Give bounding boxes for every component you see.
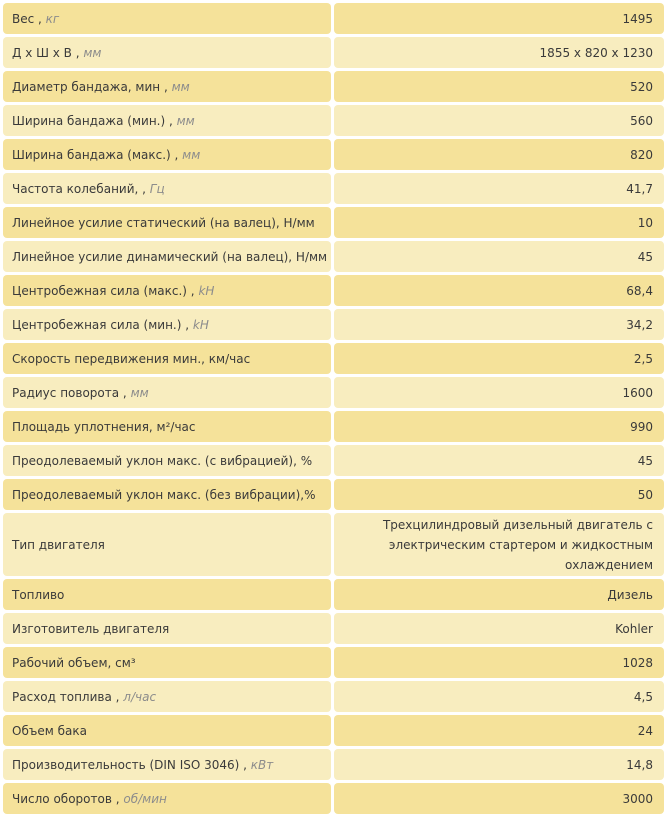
spec-row [3, 71, 664, 102]
spec-label: Топливо [3, 579, 331, 610]
spec-row [3, 377, 664, 408]
spec-label: Тип двигателя [3, 513, 331, 576]
spec-value: 14,8 [334, 749, 664, 780]
spec-row [3, 749, 664, 780]
spec-unit: kH [198, 283, 215, 298]
spec-row [3, 647, 664, 678]
spec-value: 990 [334, 411, 664, 442]
spec-value: 24 [334, 715, 664, 746]
spec-row [3, 445, 664, 476]
spec-label: Объем бака [3, 715, 331, 746]
spec-row [3, 613, 664, 644]
spec-unit: Гц [149, 181, 165, 196]
spec-value: Kohler [334, 613, 664, 644]
spec-label: Расход топлива , л/час [3, 681, 331, 712]
spec-label: Центробежная сила (макс.) , kH [3, 275, 331, 306]
spec-unit: мм [130, 385, 149, 400]
spec-label: Вес , кг [3, 3, 331, 34]
spec-row [3, 411, 664, 442]
spec-value: 820 [334, 139, 664, 170]
spec-unit: л/час [123, 689, 157, 704]
spec-label: Линейное усилие статический (на валец), Н/мм [3, 207, 331, 238]
spec-value-text: Трехцилиндровый дизельный двигатель с электрическим стартером и жидкостным охлаждением [382, 517, 653, 572]
spec-value: 2,5 [334, 343, 664, 374]
spec-value: 41,7 [334, 173, 664, 204]
spec-row [3, 37, 664, 68]
spec-value: 1600 [334, 377, 664, 408]
spec-row [3, 139, 664, 170]
spec-value: 34,2 [334, 309, 664, 340]
spec-label: Ширина бандажа (макс.) , мм [3, 139, 331, 170]
spec-value: 1028 [334, 647, 664, 678]
spec-unit: мм [171, 79, 190, 94]
spec-row [3, 173, 664, 204]
spec-row [3, 513, 664, 576]
spec-label: Ширина бандажа (мин.) , мм [3, 105, 331, 136]
spec-row [3, 105, 664, 136]
spec-label: Преодолеваемый уклон макс. (без вибрации),% [3, 479, 331, 510]
spec-value: 3000 [334, 783, 664, 814]
spec-row [3, 3, 664, 34]
spec-value: Дизель [334, 579, 664, 610]
spec-value [334, 513, 664, 576]
spec-value: 4,5 [334, 681, 664, 712]
spec-label: Производительность (DIN ISO 3046) , кВт [3, 749, 331, 780]
spec-value: 1855 x 820 x 1230 [334, 37, 664, 68]
spec-unit: kH [192, 317, 209, 332]
spec-unit: об/мин [123, 791, 167, 806]
spec-label: Преодолеваемый уклон макс. (с вибрацией), % [3, 445, 331, 476]
spec-value: 45 [334, 445, 664, 476]
spec-label: Число оборотов , об/мин [3, 783, 331, 814]
spec-label: Линейное усилие динамический (на валец), Н/мм [3, 241, 331, 272]
spec-label: Частота колебаний, , Гц [3, 173, 331, 204]
spec-value: 1495 [334, 3, 664, 34]
spec-row [3, 479, 664, 510]
spec-label: Рабочий объем, см³ [3, 647, 331, 678]
spec-value: 68,4 [334, 275, 664, 306]
spec-row [3, 579, 664, 610]
spec-unit: кг [45, 11, 60, 26]
spec-unit: мм [176, 113, 195, 128]
spec-label: Радиус поворота , мм [3, 377, 331, 408]
spec-unit: мм [182, 147, 201, 162]
spec-label: Изготовитель двигателя [3, 613, 331, 644]
spec-value: 520 [334, 71, 664, 102]
spec-row [3, 715, 664, 746]
spec-unit: мм [83, 45, 102, 60]
specs-table [3, 3, 664, 817]
spec-unit: кВт [250, 757, 274, 772]
spec-value: 560 [334, 105, 664, 136]
spec-label: Скорость передвижения мин., км/час [3, 343, 331, 374]
spec-row [3, 241, 664, 272]
spec-label: Д х Ш х В , мм [3, 37, 331, 68]
spec-value: 50 [334, 479, 664, 510]
spec-row [3, 681, 664, 712]
spec-value: 10 [334, 207, 664, 238]
spec-row [3, 275, 664, 306]
spec-label: Площадь уплотнения, м²/час [3, 411, 331, 442]
spec-label: Центробежная сила (мин.) , kH [3, 309, 331, 340]
spec-row [3, 783, 664, 814]
spec-row [3, 207, 664, 238]
spec-value: 45 [334, 241, 664, 272]
spec-row [3, 309, 664, 340]
spec-label: Диаметр бандажа, мин , мм [3, 71, 331, 102]
spec-row [3, 343, 664, 374]
